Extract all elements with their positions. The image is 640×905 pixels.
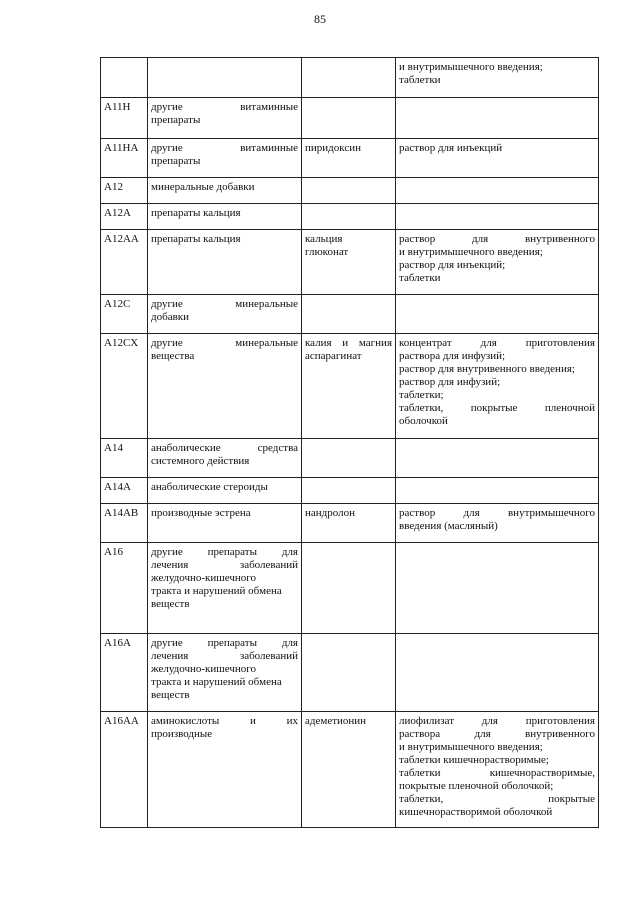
table-row: [101, 295, 599, 334]
table-row: [101, 504, 599, 543]
cell-line: таблетки;: [399, 389, 444, 401]
cell-line: веществ: [151, 689, 190, 701]
cell-line: раствор для внутривенного: [399, 233, 595, 245]
atc-code-cell: A16A: [101, 634, 148, 712]
cell-line: тракта и нарушений обмена: [151, 676, 282, 688]
group-name-cell: [148, 295, 302, 334]
cell-line: аминокислоты и их: [151, 715, 298, 727]
cell-line: другие минеральные: [151, 298, 298, 310]
atc-code-cell: A12AA: [101, 230, 148, 295]
drug-name-cell: [302, 204, 396, 230]
cell-line: таблетки, покрытые: [399, 793, 595, 805]
dosage-form-cell: [396, 98, 599, 139]
cell-line: раствор для инъекций;: [399, 259, 506, 271]
dosage-form-cell: [396, 230, 599, 295]
dosage-form-cell: [396, 634, 599, 712]
group-name-cell: [148, 439, 302, 478]
cell-line: концентрат для приготовления: [399, 337, 595, 349]
cell-line: таблетки кишечнорастворимые;: [399, 754, 549, 766]
cell-line: и внутримышечного введения;: [399, 741, 543, 753]
dosage-form-cell: [396, 178, 599, 204]
dosage-form-cell: [396, 712, 599, 828]
cell-line: другие препараты для: [151, 637, 298, 649]
drug-name-cell: [302, 712, 396, 828]
atc-code-cell: [101, 58, 148, 98]
cell-line: раствор для внутривенного введения;: [399, 363, 575, 375]
group-name-cell: [148, 543, 302, 634]
table-body: [101, 58, 599, 828]
cell-line: аспарагинат: [305, 350, 362, 362]
drug-name-cell: [302, 334, 396, 439]
drug-name-cell: [302, 295, 396, 334]
atc-code-cell: A12: [101, 178, 148, 204]
dosage-form-cell: [396, 543, 599, 634]
table-row: [101, 58, 599, 98]
table-row: [101, 230, 599, 295]
page-number: 85: [314, 12, 326, 26]
cell-line: лечения заболеваний: [151, 559, 298, 571]
cell-line: раствор для инфузий;: [399, 376, 501, 388]
cell-line: и внутримышечного введения;: [399, 246, 543, 258]
group-name-cell: [148, 230, 302, 295]
dosage-form-cell: [396, 504, 599, 543]
dosage-form-cell: [396, 334, 599, 439]
dosage-form-cell: [396, 139, 599, 178]
cell-line: вещества: [151, 350, 195, 362]
drug-name-cell: [302, 58, 396, 98]
cell-line: производные: [151, 728, 213, 740]
table-row: [101, 98, 599, 139]
group-name-cell: [148, 478, 302, 504]
table-row: [101, 204, 599, 230]
drug-name-cell: [302, 230, 396, 295]
cell-line: препараты кальция: [151, 207, 241, 219]
cell-line: кишечнорастворимой оболочкой: [399, 806, 553, 818]
cell-line: таблетки: [399, 272, 441, 284]
cell-line: раствора для внутривенного: [399, 728, 595, 740]
cell-line: раствора для инфузий;: [399, 350, 506, 362]
group-name-cell: [148, 334, 302, 439]
group-name-cell: [148, 504, 302, 543]
cell-line: таблетки кишечнорастворимые,: [399, 767, 595, 779]
dosage-form-cell: [396, 295, 599, 334]
cell-line: анаболические стероиды: [151, 481, 268, 493]
cell-line: покрытые пленочной оболочкой;: [399, 780, 554, 792]
atc-code-cell: A14AB: [101, 504, 148, 543]
cell-line: другие минеральные: [151, 337, 298, 349]
table-row: [101, 178, 599, 204]
atc-code-cell: A11HA: [101, 139, 148, 178]
cell-line: раствор для инъекций: [399, 142, 503, 154]
cell-line: введения (масляный): [399, 520, 498, 532]
dosage-form-cell: [396, 58, 599, 98]
cell-line: тракта и нарушений обмена: [151, 585, 282, 597]
group-name-cell: [148, 178, 302, 204]
cell-line: раствор для внутримышечного: [399, 507, 595, 519]
drug-name-cell: [302, 543, 396, 634]
atc-code-cell: A12A: [101, 204, 148, 230]
cell-line: глюконат: [305, 246, 349, 258]
cell-line: препараты: [151, 155, 201, 167]
dosage-form-cell: [396, 478, 599, 504]
table-row: [101, 334, 599, 439]
cell-line: калия и магния: [305, 337, 392, 349]
dosage-form-cell: [396, 204, 599, 230]
drug-name-cell: [302, 478, 396, 504]
cell-line: другие витаминные: [151, 101, 298, 113]
drug-classification-table: [100, 57, 599, 828]
table-row: [101, 478, 599, 504]
cell-line: другие витаминные: [151, 142, 298, 154]
drug-name-cell: [302, 439, 396, 478]
cell-line: препараты: [151, 114, 201, 126]
table-row: [101, 139, 599, 178]
cell-line: минеральные добавки: [151, 181, 255, 193]
drug-name-cell: [302, 178, 396, 204]
drug-name-cell: [302, 634, 396, 712]
atc-code-cell: A12C: [101, 295, 148, 334]
table-row: [101, 634, 599, 712]
cell-line: кальция: [305, 233, 343, 245]
group-name-cell: [148, 139, 302, 178]
cell-line: другие препараты для: [151, 546, 298, 558]
drug-name-cell: [302, 504, 396, 543]
cell-line: добавки: [151, 311, 190, 323]
group-name-cell: [148, 712, 302, 828]
cell-line: оболочкой: [399, 415, 448, 427]
cell-line: нандролон: [305, 507, 355, 519]
cell-line: препараты кальция: [151, 233, 241, 245]
cell-line: производные эстрена: [151, 507, 251, 519]
cell-line: пиридоксин: [305, 142, 361, 154]
atc-code-cell: A16: [101, 543, 148, 634]
drug-name-cell: [302, 98, 396, 139]
atc-code-cell: A12CX: [101, 334, 148, 439]
cell-line: системного действия: [151, 455, 250, 467]
group-name-cell: [148, 204, 302, 230]
atc-code-cell: A11H: [101, 98, 148, 139]
table-row: [101, 543, 599, 634]
cell-line: веществ: [151, 598, 190, 610]
table-row: [101, 712, 599, 828]
atc-code-cell: A14A: [101, 478, 148, 504]
atc-code-cell: A16AA: [101, 712, 148, 828]
cell-line: лечения заболеваний: [151, 650, 298, 662]
cell-line: лиофилизат для приготовления: [399, 715, 595, 727]
group-name-cell: [148, 634, 302, 712]
cell-line: адеметионин: [305, 715, 367, 727]
group-name-cell: [148, 58, 302, 98]
atc-code-cell: A14: [101, 439, 148, 478]
cell-line: таблетки: [399, 74, 441, 86]
cell-line: желудочно-кишечного: [151, 663, 256, 675]
table-row: [101, 439, 599, 478]
group-name-cell: [148, 98, 302, 139]
cell-line: и внутримышечного введения;: [399, 61, 543, 73]
cell-line: таблетки, покрытые пленочной: [399, 402, 595, 414]
cell-line: желудочно-кишечного: [151, 572, 256, 584]
cell-line: анаболические средства: [151, 442, 298, 454]
drug-name-cell: [302, 139, 396, 178]
dosage-form-cell: [396, 439, 599, 478]
